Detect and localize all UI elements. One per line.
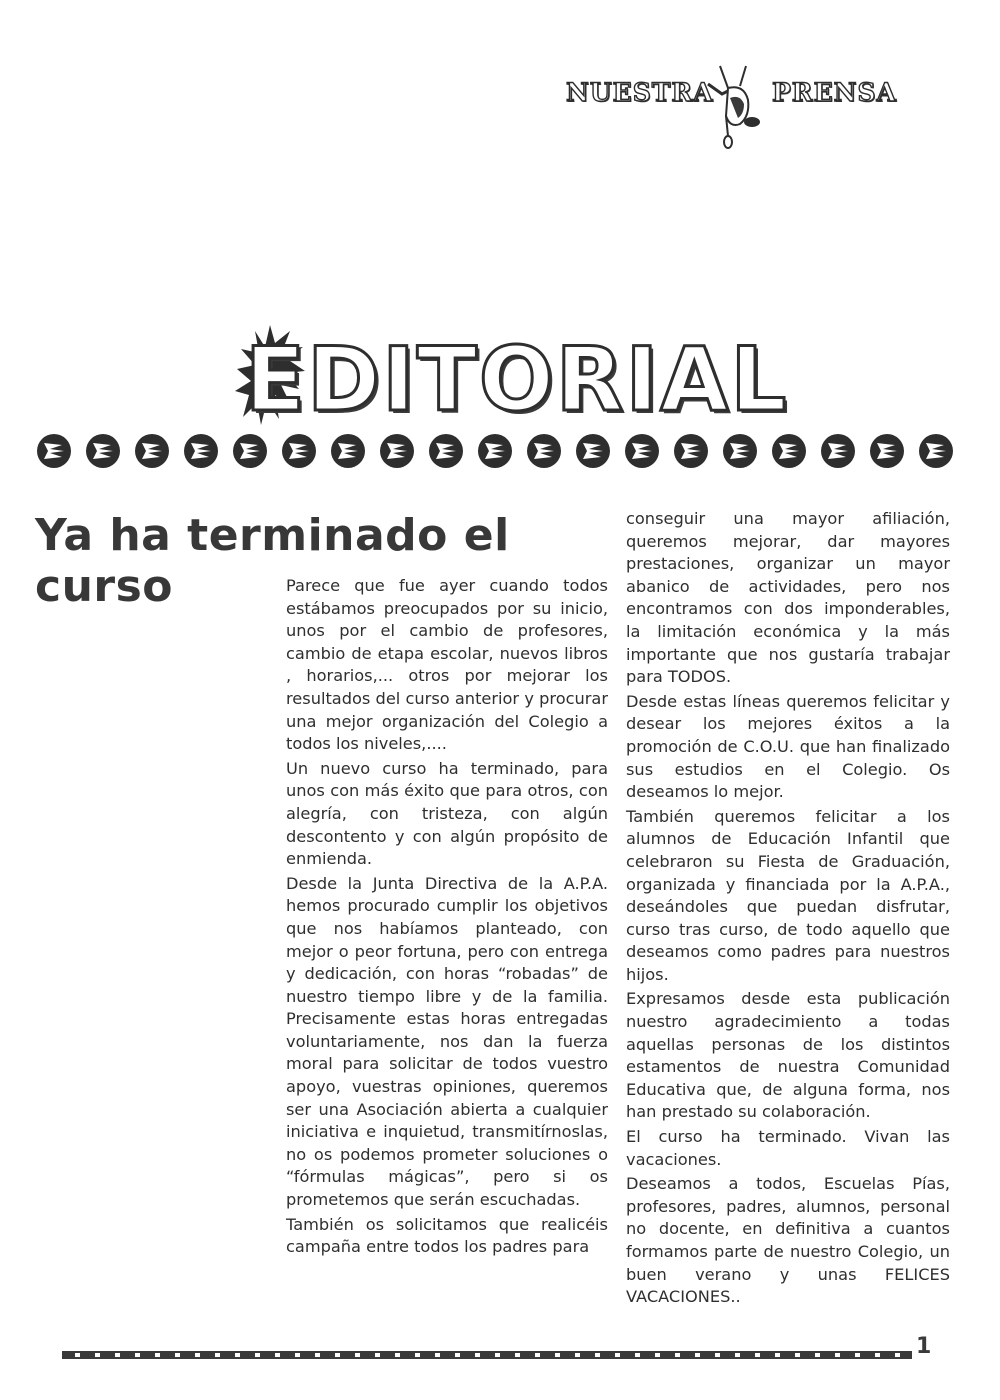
article-right-column [626, 508, 950, 1311]
page-number: 1 [916, 1334, 932, 1359]
zigzag-circle-icon [721, 432, 759, 470]
zigzag-circle-icon [476, 432, 514, 470]
paragraph: conseguir una mayor afiliación, queremos mejorar, dar mayores prestaciones, organizar un mayor abanico de actividades, pero nos encontramos con dos imponderables, la limitación económica y la más importante que nos gustaría trabajar para TODOS. [626, 509, 950, 687]
zigzag-circle-icon [819, 432, 857, 470]
zigzag-circle-icon [868, 432, 906, 470]
zigzag-circle-icon [672, 432, 710, 470]
zigzag-circle-icon [182, 432, 220, 470]
section-title: EDITORIAL [245, 328, 789, 431]
paragraph: Desde estas líneas queremos felicitar y desear los mejores éxitos a la promoción de C.O.U. que han finalizado sus estudios en el Colegio. Os deseamos lo mejor. [626, 691, 950, 802]
chain-rule-icon [62, 1351, 912, 1359]
decorative-circle-row [35, 432, 955, 472]
zigzag-circle-icon [231, 432, 269, 470]
zigzag-circle-icon [329, 432, 367, 470]
zigzag-circle-icon [623, 432, 661, 470]
paragraph: Deseamos a todos, Escuelas Pías, profesores, padres, alumnos, personal no docente, en definitiva a cuantos formamos parte de nuestro Colegio, un buen verano y unas FELICES VACACIONES.. [626, 1174, 950, 1307]
paragraph: El curso ha terminado. Vivan las vacaciones. [626, 1127, 950, 1169]
paragraph: Desde la Junta Directiva de la A.P.A. hemos procurado cumplir los objetivos que nos habíamos planteado, con mejor o peor fortuna, pero con entrega y dedicación, con horas “robadas” de nuestro tiempo libre y de la familia. Precisamente estas horas entregadas voluntariamente, nos dan la fuerza moral para solicitar de todos vuestro apoyo, vuestras opiniones, queremos ser una Asociación abierta a cualquier iniciativa e inquietud, transmitírnoslas, no os podemos prometer soluciones o “fórmulas mágicas”, pero si os prometemos que serán escuchadas. [286, 873, 608, 1210]
masthead [560, 70, 920, 150]
zigzag-circle-icon [525, 432, 563, 470]
zigzag-circle-icon [133, 432, 171, 470]
zigzag-circle-icon [35, 432, 73, 470]
zigzag-circle-icon [574, 432, 612, 470]
paragraph: También queremos felicitar a los alumnos de Educación Infantil que celebraron su Fiesta de Graduación, organizada y financiada por la A.P.A., deseándoles que puedan disfrutar, curso tras curso, de todo aquello que deseamos como padres para nuestros hijos. [626, 806, 950, 984]
masthead-right-word: PRENSA [772, 78, 897, 107]
zigzag-circle-icon [280, 432, 318, 470]
hanging-figure-icon [700, 64, 770, 150]
zigzag-circle-icon [378, 432, 416, 470]
paragraph: Parece que fue ayer cuando todos estábamos preocupados por su inicio, unos por el cambio de profesores, cambio de etapa escolar, nuevos libros , horarios,... otros por mejorar los resultados del curso anterior y procurar una mejor organización del Colegio a todos los niveles,.... [286, 576, 608, 754]
zigzag-circle-icon [84, 432, 122, 470]
zigzag-circle-icon [427, 432, 465, 470]
paragraph: Un nuevo curso ha terminado, para unos con más éxito que para otros, con alegría, con tristeza, con algún descontento y con algún propósito de enmienda. [286, 758, 608, 869]
paragraph: También os solicitamos que realicéis campaña entre todos los padres para [286, 1214, 608, 1257]
article-left-column [286, 575, 608, 1261]
masthead-left-word: NUESTRA [566, 78, 714, 107]
zigzag-circle-icon [770, 432, 808, 470]
zigzag-circle-icon [917, 432, 955, 470]
paragraph: Expresamos desde esta publicación nuestro agradecimiento a todas aquellas personas de los distintos estamentos de nuestra Comunidad Educativa que, de alguna forma, nos han prestado su colaboración. [626, 989, 950, 1122]
article-headline: Ya ha terminado el curso [35, 510, 510, 612]
